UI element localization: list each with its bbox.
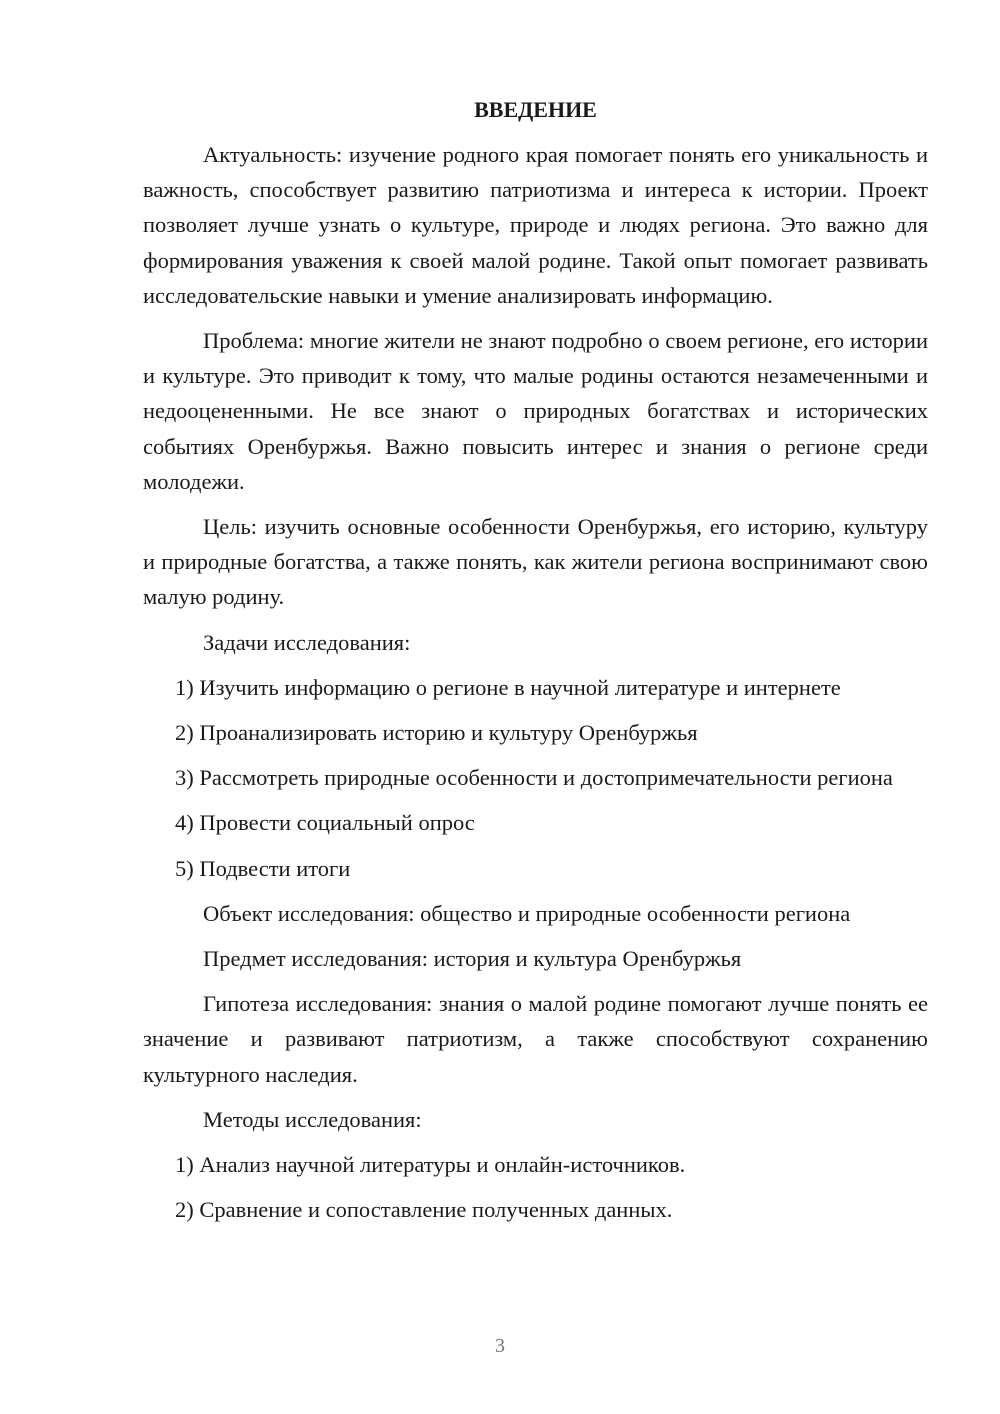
task-item-1: 1) Изучить информацию о регионе в научной литературе и интернете xyxy=(175,674,841,700)
page-number: 3 xyxy=(495,1335,505,1357)
goal-paragraph: Цель: изучить основные особенности Оренбуржья, его историю, культуру и природные богатства, а также понять, как жители региона воспринимают свою малую родину. xyxy=(143,514,928,610)
task-item-5: 5) Подвести итоги xyxy=(175,855,351,881)
research-object: Объект исследования: общество и природные особенности региона xyxy=(203,900,851,926)
method-item-1: 1) Анализ научной литературы и онлайн-источников. xyxy=(175,1152,686,1178)
methods-heading: Методы исследования: xyxy=(203,1106,422,1132)
method-item-2: 2) Сравнение и сопоставление полученных данных. xyxy=(175,1197,673,1223)
task-item-3: 3) Рассмотреть природные особенности и достопримечательности региона xyxy=(175,765,893,791)
section-title: ВВЕДЕНИЕ xyxy=(474,97,597,122)
hypothesis-paragraph: Гипотеза исследования: знания о малой родине помогают лучше понять ее значение и развивают патриотизм, а также способствуют сохранению культурного наследия. xyxy=(143,991,928,1087)
research-subject: Предмет исследования: история и культура Оренбуржья xyxy=(203,946,742,972)
page-content xyxy=(143,95,928,1227)
problem-paragraph: Проблема: многие жители не знают подробно о своем регионе, его истории и культуре. Это приводит к тому, что малые родины остаются незамеченными и недооцененными. Не все знают о природных богатствах и исторических событиях Оренбуржья. Важно повысить интерес и знания о регионе среди молодежи. xyxy=(143,328,928,494)
relevance-paragraph: Актуальность: изучение родного края помогает понять его уникальность и важность, способствует развитию патриотизма и интереса к истории. Проект позволяет лучше узнать о культуре, природе и людях региона. Это важно для формирования уважения к своей малой родине. Такой опыт помогает развивать исследовательские навыки и умение анализировать информацию. xyxy=(143,142,928,308)
tasks-heading: Задачи исследования: xyxy=(203,629,411,655)
task-item-2: 2) Проанализировать историю и культуру Оренбуржья xyxy=(175,720,698,746)
task-item-4: 4) Провести социальный опрос xyxy=(175,810,475,836)
